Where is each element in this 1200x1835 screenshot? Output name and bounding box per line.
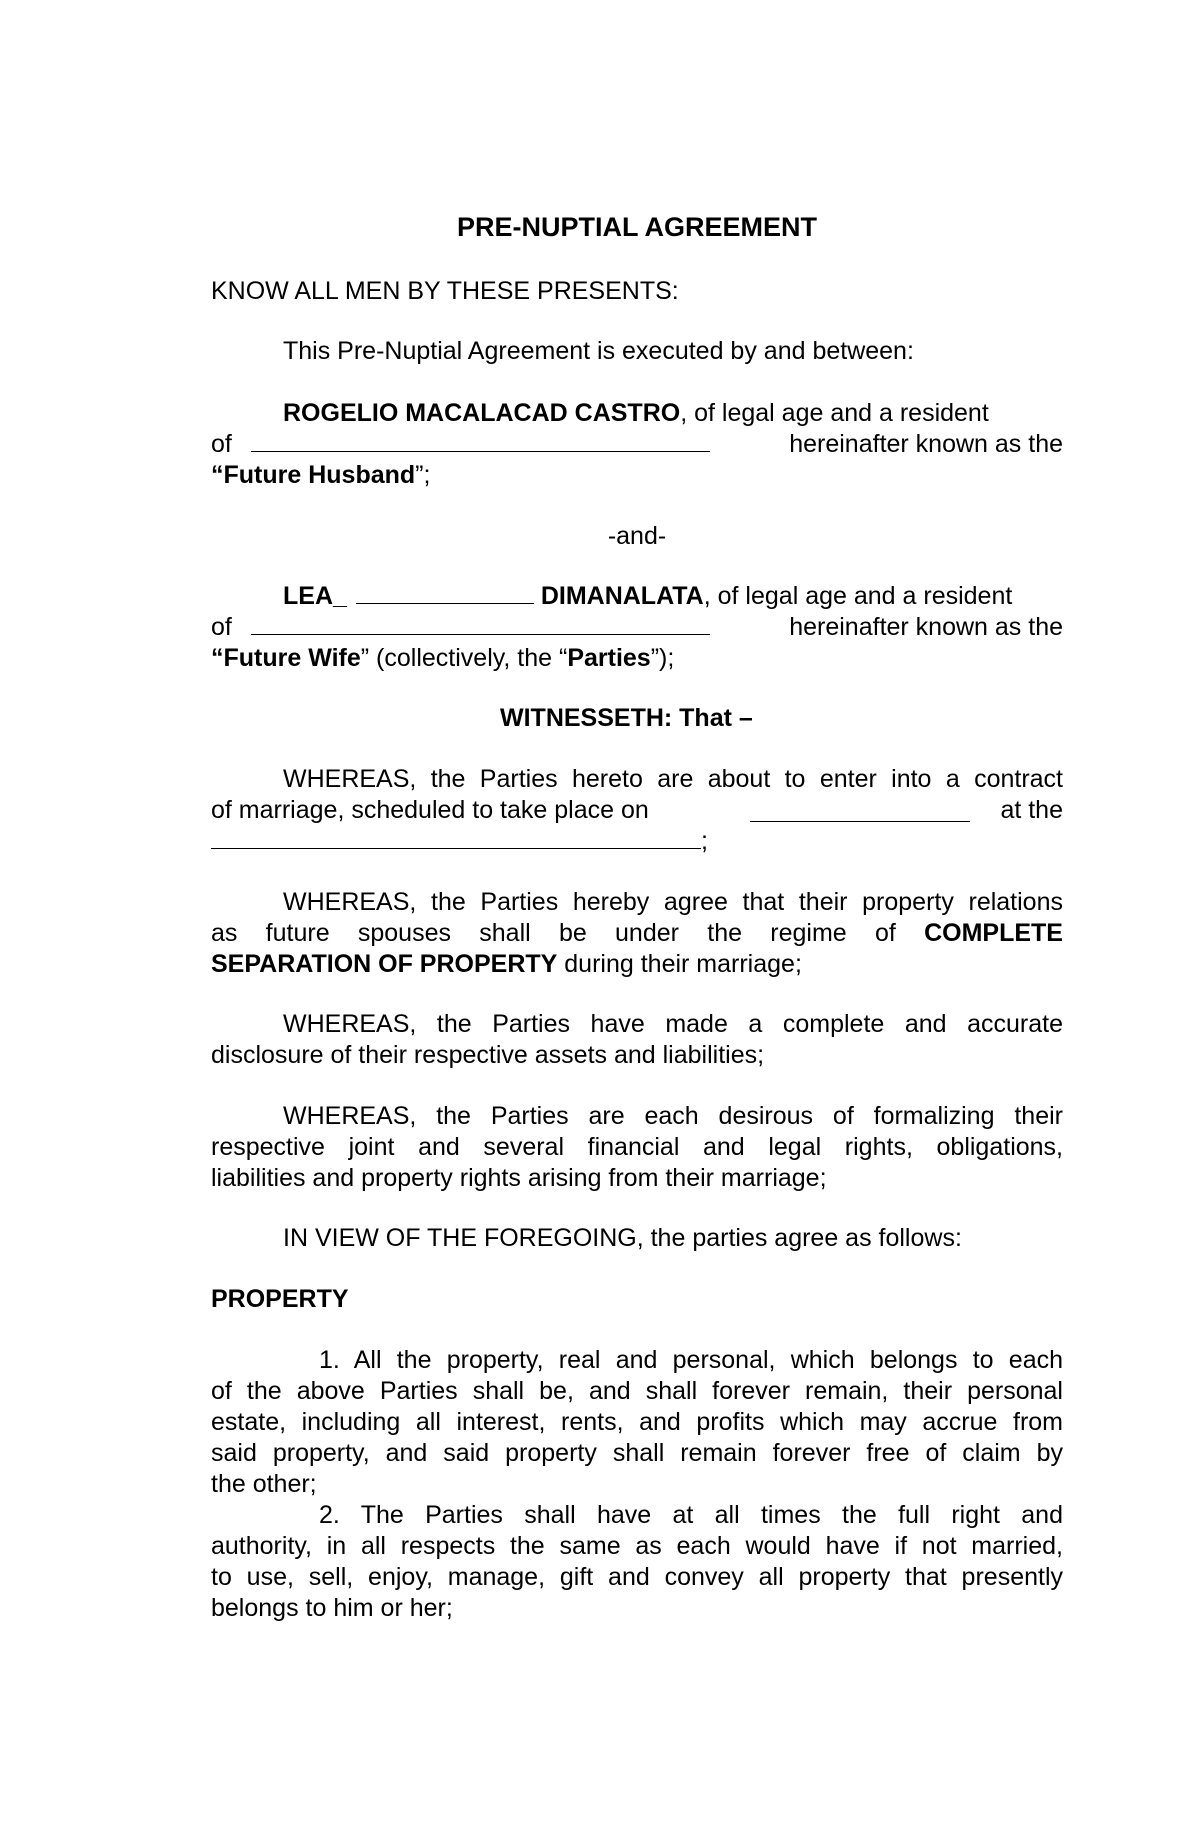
wife-line-3 [211,643,1063,674]
whereas2-line-3 [211,949,1063,980]
whereas2-regime: as future spouses shall be under the regime of [211,919,896,947]
husband-line-3 [211,460,1063,491]
clause2-line-2: authority, in all respects the same as each would have if not married, [211,1532,1063,1560]
clause1-line-4: said property, and said property shall remain forever free of claim by [211,1439,1063,1467]
husband-residence-blank [251,429,710,452]
clause1-line-5: the other; [211,1470,317,1498]
husband-designation-end: ”; [415,461,431,489]
clause1-line-3: estate, including all interest, rents, and profits which may accrue from [211,1408,1063,1436]
husband-name: ROGELIO MACALACAD CASTRO [283,399,681,427]
wife-first-name: LEA_ [283,582,347,610]
whereas1-line-2 [211,795,1063,826]
whereas1-scheduled: of marriage, scheduled to take place on [211,796,649,824]
know-all-heading: KNOW ALL MEN BY THESE PRESENTS: [211,277,679,305]
clause2-line-4: belongs to him or her; [211,1594,453,1622]
whereas4-line-1: WHEREAS, the Parties are each desirous of formalizing their [283,1102,1063,1130]
whereas3-line-2: disclosure of their respective assets and liabilities; [211,1041,765,1069]
clause1-line-1: 1. All the property, real and personal, which belongs to each [319,1346,1063,1374]
whereas1-at-the: at the [1000,796,1063,824]
whereas2-line-2 [211,918,1063,949]
and-separator: -and- [607,522,667,550]
witnesseth-heading: WITNESSETH: That – [500,704,753,732]
whereas2-during: during their marriage; [564,950,802,978]
husband-line-2 [211,429,1063,460]
clause2-line-3: to use, sell, enjoy, manage, gift and convey all property that presently [211,1563,1063,1591]
executed-by-line: This Pre-Nuptial Agreement is executed by and between: [283,337,914,365]
wife-last-name: DIMANALATA [540,582,704,610]
marriage-date-blank [750,799,970,822]
wife-collective: Parties [567,644,651,672]
whereas2-complete: COMPLETE [924,919,1063,947]
whereas4-line-3: liabilities and property rights arising from their marriage; [211,1164,827,1192]
foregoing-line: IN VIEW OF THE FOREGOING, the parties agree as follows: [283,1224,962,1252]
whereas2-line-1: WHEREAS, the Parties hereby agree that their property relations [283,888,1063,916]
husband-hereinafter: hereinafter known as the [789,430,1063,458]
wife-collective-end: ”); [650,644,675,672]
husband-line-1 [211,398,1063,429]
husband-quote-open: “ [211,461,224,489]
wife-after-name: , of legal age and a resident [703,582,1013,610]
whereas3-line-1: WHEREAS, the Parties have made a complete and accurate [283,1010,1063,1038]
marriage-venue-blank [211,826,701,849]
wife-residence-blank [251,612,710,635]
whereas1-line-1: WHEREAS, the Parties hereto are about to enter into a contract [283,765,1063,793]
husband-designation: Future Husband [223,461,416,489]
wife-of: of [211,613,232,641]
husband-of: of [211,430,232,458]
property-heading: PROPERTY [211,1285,349,1313]
wife-line-1 [211,581,1063,612]
wife-middle-name-blank [356,581,534,604]
whereas2-separation: SEPARATION OF PROPERTY [211,950,558,978]
wife-quote-open: “ [211,644,224,672]
clause2-line-1: 2. The Parties shall have at all times the full right and [319,1501,1063,1529]
wife-hereinafter: hereinafter known as the [789,613,1063,641]
document-title: PRE-NUPTIAL AGREEMENT [456,212,818,242]
wife-designation: Future Wife [223,644,361,672]
document-page [211,0,1063,1835]
whereas4-line-2: respective joint and several financial and legal rights, obligations, [211,1133,1063,1161]
clause1-line-2: of the above Parties shall be, and shall forever remain, their personal [211,1377,1063,1405]
wife-line-2 [211,612,1063,643]
husband-after-name: , of legal age and a resident [680,399,989,427]
whereas1-line3-end: ; [701,827,708,855]
wife-collective-pre: ” (collectively, the “ [360,644,568,672]
whereas1-line-3 [211,826,1063,857]
